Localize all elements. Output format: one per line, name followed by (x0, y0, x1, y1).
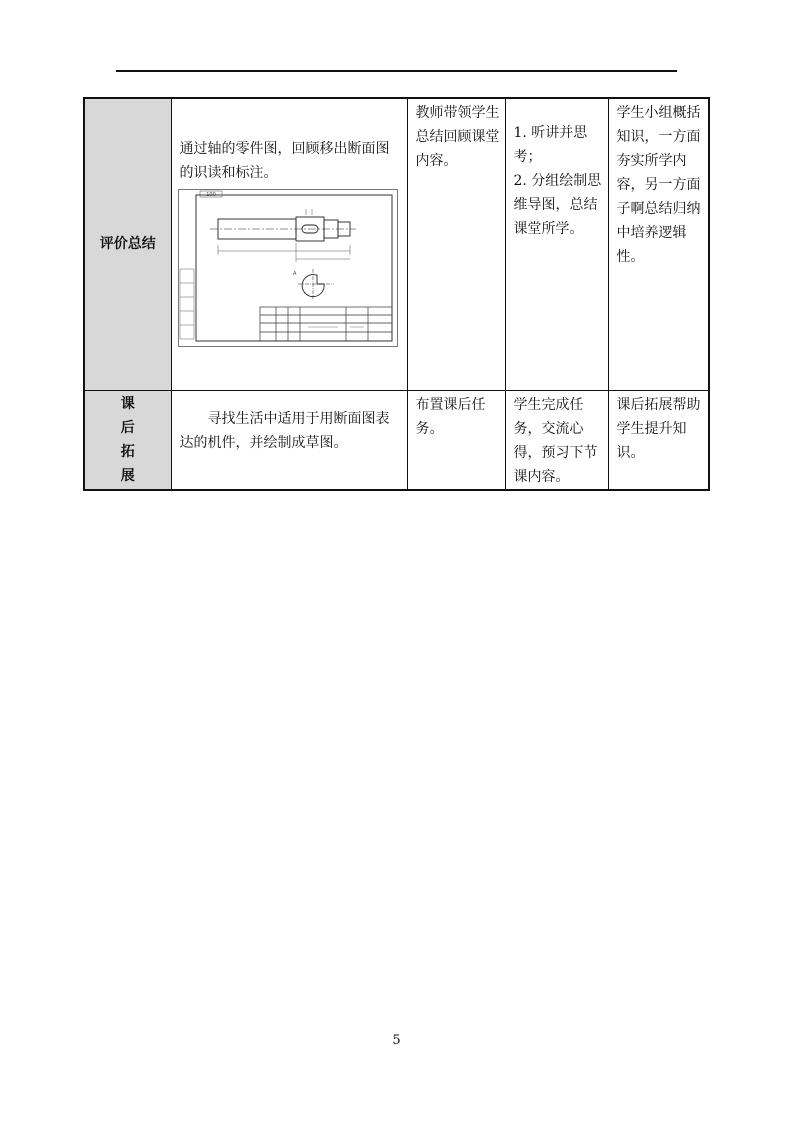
header-rule (116, 70, 677, 72)
design-intent-cell (608, 390, 709, 490)
design-intent-text: 学生小组概括知识，一方面夯实所学内容，另一方面子啊总结归纳中培养逻辑性。 (616, 105, 701, 265)
title-block (260, 307, 392, 341)
page-number: 5 (392, 1033, 401, 1048)
shaft-section-view (298, 269, 334, 299)
section-label: A (292, 271, 296, 277)
design-intent-text: 课后拓展帮助学生提升知识。 (616, 396, 701, 461)
teacher-activity-text: 布置课后任务。 (415, 396, 486, 437)
teacher-activity-cell (407, 98, 505, 390)
teacher-activity-text: 教师带领学生总结回顾课堂内容。 (415, 105, 500, 169)
shaft-part-drawing (178, 189, 398, 347)
activity-content-text: 通过轴的零件图，回顾移出断面图的识读和标注。 (179, 141, 390, 181)
drawing-dimension-label: 100 (205, 192, 216, 199)
lesson-plan-table (83, 97, 710, 491)
table-row-evaluation (84, 98, 709, 390)
teacher-activity-cell (407, 390, 505, 490)
table-row-extension (84, 390, 709, 490)
student-activity-text: 1. 听讲并思考； 2. 分组绘制思维导图，总结课堂所学。 (513, 125, 602, 237)
row-label-char: 后 (120, 419, 135, 436)
student-activity-text: 学生完成任务，交流心得，预习下节课内容。 (513, 396, 598, 485)
activity-content-text: 寻找生活中适用于用断面图表达的机件，并绘制成草图。 (179, 410, 390, 451)
row-label-char: 拓 (120, 443, 135, 460)
shaft-main-view (210, 217, 356, 241)
design-intent-cell (608, 98, 709, 390)
student-activity-cell (505, 390, 608, 490)
row-label-char: 课 (120, 395, 135, 412)
row-label-char: 展 (120, 467, 135, 484)
student-activity-cell (505, 98, 608, 390)
activity-content-cell (171, 98, 407, 390)
row-label-evaluation: 评价总结 (84, 98, 171, 390)
row-label-extension (84, 390, 171, 490)
activity-content-cell (171, 390, 407, 490)
